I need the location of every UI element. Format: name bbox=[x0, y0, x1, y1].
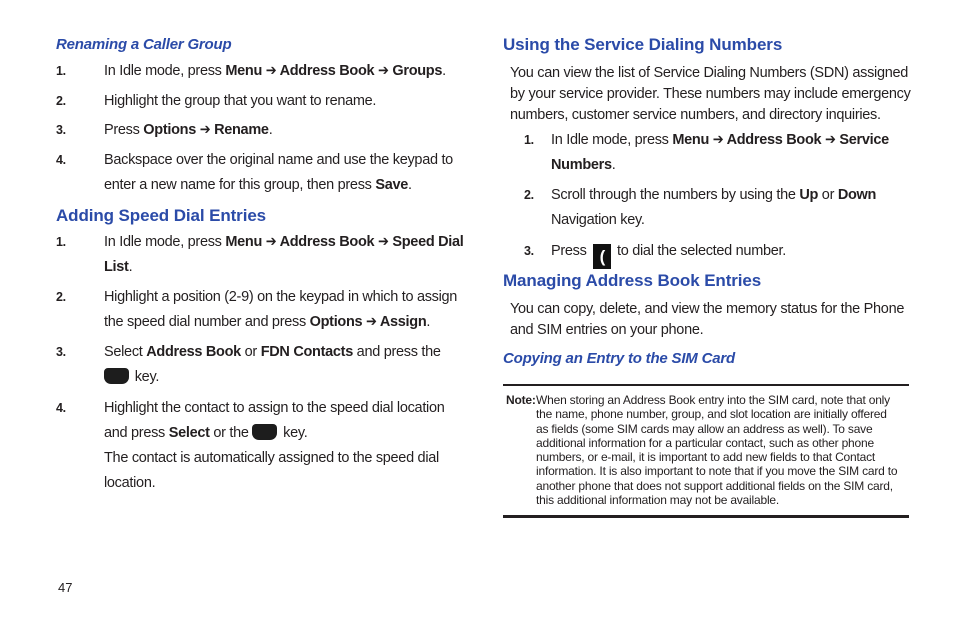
note-bottom-rule bbox=[503, 515, 909, 518]
note-top-rule bbox=[503, 384, 909, 386]
copying-heading: Copying an Entry to the SIM Card bbox=[503, 350, 735, 367]
speed-dial-heading: Adding Speed Dial Entries bbox=[56, 206, 267, 225]
sdn-heading: Using the Service Dialing Numbers bbox=[503, 35, 783, 54]
managing-intro: You can copy, delete, and view the memory status for the Phone and SIM entries on your phone. bbox=[510, 301, 905, 338]
sdn-intro: You can view the list of Service Dialing Numbers (SDN) assigned by your service provider. These numbers may include emergency numbers, customer service numbers, and directory inquiries. bbox=[510, 65, 911, 123]
page-number: 47 bbox=[58, 580, 73, 595]
renaming-heading: Renaming a Caller Group bbox=[56, 36, 232, 53]
note-label: Note: bbox=[506, 393, 536, 407]
menu-key-icon bbox=[104, 368, 129, 384]
menu-key-icon bbox=[252, 424, 277, 440]
note-text: When storing an Address Book entry into the SIM card, note that only the name, phone number, group, and slot location are initially offered as fields (some SIM cards may allow an address as well). To save additional information for a particular contact, such as other phone numbers, or e-mail, it is important to add new fields to that Contact information. It is also important to note that if you move the SIM card to another phone that does not support additional fields on the SIM card, this additional information may not be available. bbox=[536, 393, 898, 508]
managing-heading: Managing Address Book Entries bbox=[503, 271, 762, 290]
send-key-icon: ( bbox=[593, 244, 611, 269]
